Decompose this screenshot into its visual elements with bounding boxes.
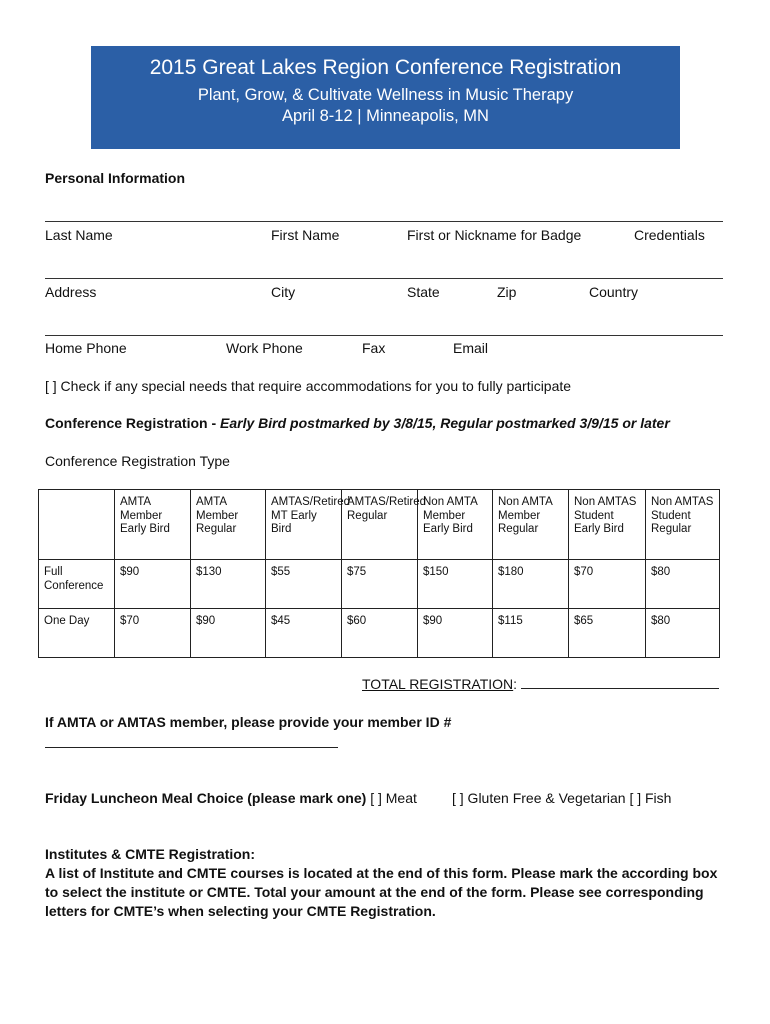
table-row-one-day — [39, 609, 720, 658]
price-cell[interactable]: $70 — [115, 609, 191, 658]
header-cell: AMTA Member Regular — [191, 490, 266, 560]
table-row-full-conference — [39, 560, 720, 609]
conference-registration-heading — [45, 415, 670, 431]
gluten-free-vegetarian-option[interactable]: [ ] Gluten Free & Vegetarian — [452, 790, 626, 806]
banner-date-location: April 8-12 | Minneapolis, MN — [282, 107, 489, 125]
row3-fill-line[interactable] — [45, 335, 723, 336]
credentials-label: Credentials — [634, 227, 705, 243]
price-cell[interactable]: $65 — [569, 609, 646, 658]
fax-label: Fax — [362, 340, 386, 356]
institutes-text-line-2: to select the institute or CMTE. Total your amount at the end of the form. Please see corresponding — [45, 884, 704, 900]
price-cell[interactable]: $80 — [646, 609, 720, 658]
header-cell — [39, 490, 115, 560]
header-cell: AMTAS/Retired MT Early Bird — [266, 490, 342, 560]
price-cell[interactable]: $130 — [191, 560, 266, 609]
institutes-text-line-3: letters for CMTE’s when selecting your CMTE Registration. — [45, 903, 436, 919]
conference-deadlines: Early Bird postmarked by 3/8/15, Regular postmarked 3/9/15 or later — [220, 415, 670, 431]
luncheon-options — [452, 790, 671, 806]
header-cell: AMTAS/Retired Regular — [342, 490, 418, 560]
last-name-label: Last Name — [45, 227, 113, 243]
header-cell: Non AMTA Member Regular — [493, 490, 569, 560]
personal-info-heading: Personal Information — [45, 170, 186, 186]
price-cell[interactable]: $180 — [493, 560, 569, 609]
price-cell[interactable]: $55 — [266, 560, 342, 609]
address-label: Address — [45, 284, 97, 300]
zip-label: Zip — [497, 284, 517, 300]
total-registration-field[interactable] — [521, 676, 719, 689]
price-cell[interactable]: $70 — [569, 560, 646, 609]
total-registration — [362, 676, 719, 692]
registration-fee-table — [38, 489, 720, 658]
header-cell: AMTA Member Early Bird — [115, 490, 191, 560]
conference-banner — [91, 46, 680, 149]
registration-type-label: Conference Registration Type — [45, 453, 230, 469]
total-registration-label: TOTAL REGISTRATION — [362, 676, 514, 692]
institutes-text-line-1: A list of Institute and CMTE courses is located at the end of this form. Please mark the according box — [45, 865, 718, 881]
conference-heading-text: Conference Registration - — [45, 415, 221, 431]
price-cell[interactable]: $75 — [342, 560, 418, 609]
first-name-label: First Name — [271, 227, 340, 243]
price-cell[interactable]: $45 — [266, 609, 342, 658]
price-cell[interactable]: $90 — [418, 609, 493, 658]
price-cell[interactable]: $90 — [191, 609, 266, 658]
row1-fill-line[interactable] — [45, 221, 723, 222]
meat-option[interactable]: [ ] Meat — [370, 790, 417, 806]
price-cell[interactable]: $80 — [646, 560, 720, 609]
state-label: State — [407, 284, 440, 300]
table-header-row — [39, 490, 720, 560]
row-label-cell: One Day — [39, 609, 115, 658]
header-cell: Non AMTAS Student Early Bird — [569, 490, 646, 560]
badge-name-label: First or Nickname for Badge — [407, 227, 582, 243]
header-cell: Non AMTAS Student Regular — [646, 490, 720, 560]
row2-fill-line[interactable] — [45, 278, 723, 279]
luncheon-label: Friday Luncheon Meal Choice (please mark one) — [45, 790, 367, 806]
header-cell: Non AMTA Member Early Bird — [418, 490, 493, 560]
city-label: City — [271, 284, 296, 300]
institutes-heading: Institutes & CMTE Registration: — [45, 846, 256, 862]
banner-title: 2015 Great Lakes Region Conference Registration — [149, 56, 622, 79]
luncheon-choice — [45, 790, 417, 806]
price-cell[interactable]: $60 — [342, 609, 418, 658]
special-needs-checkbox[interactable]: [ ] Check if any special needs that require accommodations for you to fully participate — [45, 378, 572, 394]
total-registration-colon: : — [513, 676, 518, 692]
fish-option[interactable]: [ ] Fish — [629, 790, 672, 806]
price-cell[interactable]: $90 — [115, 560, 191, 609]
row-label-cell: Full Conference — [39, 560, 115, 609]
member-id-label: If AMTA or AMTAS member, please provide your member ID # — [45, 714, 452, 730]
member-id-field[interactable] — [45, 747, 338, 748]
country-label: Country — [589, 284, 639, 300]
price-cell[interactable]: $115 — [493, 609, 569, 658]
email-label: Email — [453, 340, 489, 356]
price-cell[interactable]: $150 — [418, 560, 493, 609]
banner-subtitle: Plant, Grow, & Cultivate Wellness in Music Therapy — [197, 86, 574, 104]
work-phone-label: Work Phone — [226, 340, 303, 356]
home-phone-label: Home Phone — [45, 340, 127, 356]
